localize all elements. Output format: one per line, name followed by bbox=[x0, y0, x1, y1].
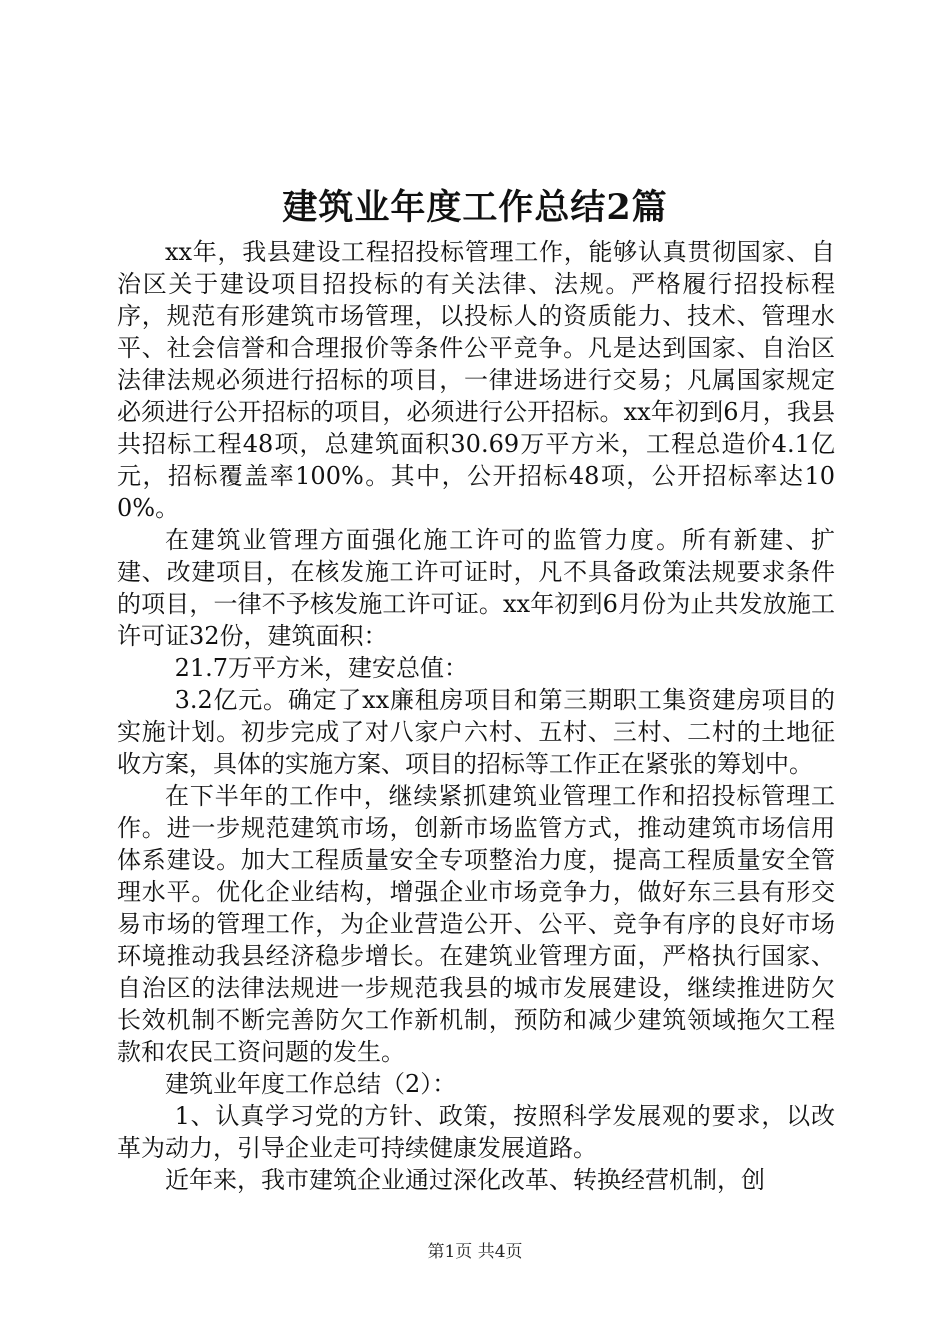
paragraph-1: xx年，我县建设工程招投标管理工作，能够认真贯彻国家、自治区关于建设项目招投标的有关法律、法规。严格履行招投标程序，规范有形建筑市场管理，以投标人的资质能力、技术、管理水平、社会信誉和合理报价等条件公平竞争。凡是达到国家、自治区法律法规必须进行招标的项目，一律进场进行交易；凡属国家规定必须进行公开招标的项目，必须进行公开招标。xx年初到6月，我县共招标工程48项，总建筑面积30.69万平方米，工程总造价4.1亿元，招标覆盖率100%。其中，公开招标48项，公开招标率达100%。 bbox=[117, 238, 835, 522]
document-title: 建筑业年度工作总结2篇 bbox=[282, 187, 668, 228]
document-body bbox=[117, 236, 835, 1196]
page-footer: 第1页 共4页 bbox=[427, 1242, 523, 1262]
paragraph-7: 近年来，我市建筑企业通过深化改革、转换经营机制，创 bbox=[165, 1166, 765, 1194]
paragraph-5: 在下半年的工作中，继续紧抓建筑业管理工作和招投标管理工作。进一步规范建筑市场，创新市场监管方式，推动建筑市场信用体系建设。加大工程质量安全专项整治力度，提高工程质量安全管理水平。优化企业结构，增强企业市场竞争力，做好东三县有形交易市场的管理工作，为企业营造公开、公平、竞争有序的良好市场环境推动我县经济稳步增长。在建筑业管理方面，严格执行国家、自治区的法律法规进一步规范我县的城市发展建设，继续推进防欠长效机制不断完善防欠工作新机制，预防和减少建筑领域拖欠工程款和农民工资问题的发生。 bbox=[117, 782, 835, 1066]
paragraph-6: 1、认真学习党的方针、政策，按照科学发展观的要求，以改革为动力，引导企业走可持续健康发展道路。 bbox=[117, 1102, 835, 1162]
paragraph-4: 3.2亿元。确定了xx廉租房项目和第三期职工集资建房项目的实施计划。初步完成了对八家户六村、五村、三村、二村的土地征收方案，具体的实施方案、项目的招标等工作正在紧张的筹划中。 bbox=[117, 686, 835, 778]
paragraph-2: 在建筑业管理方面强化施工许可的监管力度。所有新建、扩建、改建项目，在核发施工许可证时，凡不具备政策法规要求条件的项目，一律不予核发施工许可证。xx年初到6月份为止共发放施工许可证32份，建筑面积： bbox=[117, 526, 835, 650]
section-heading-2: 建筑业年度工作总结（2）： bbox=[165, 1070, 457, 1098]
paragraph-3: 21.7万平方米，建安总值： bbox=[174, 654, 469, 682]
